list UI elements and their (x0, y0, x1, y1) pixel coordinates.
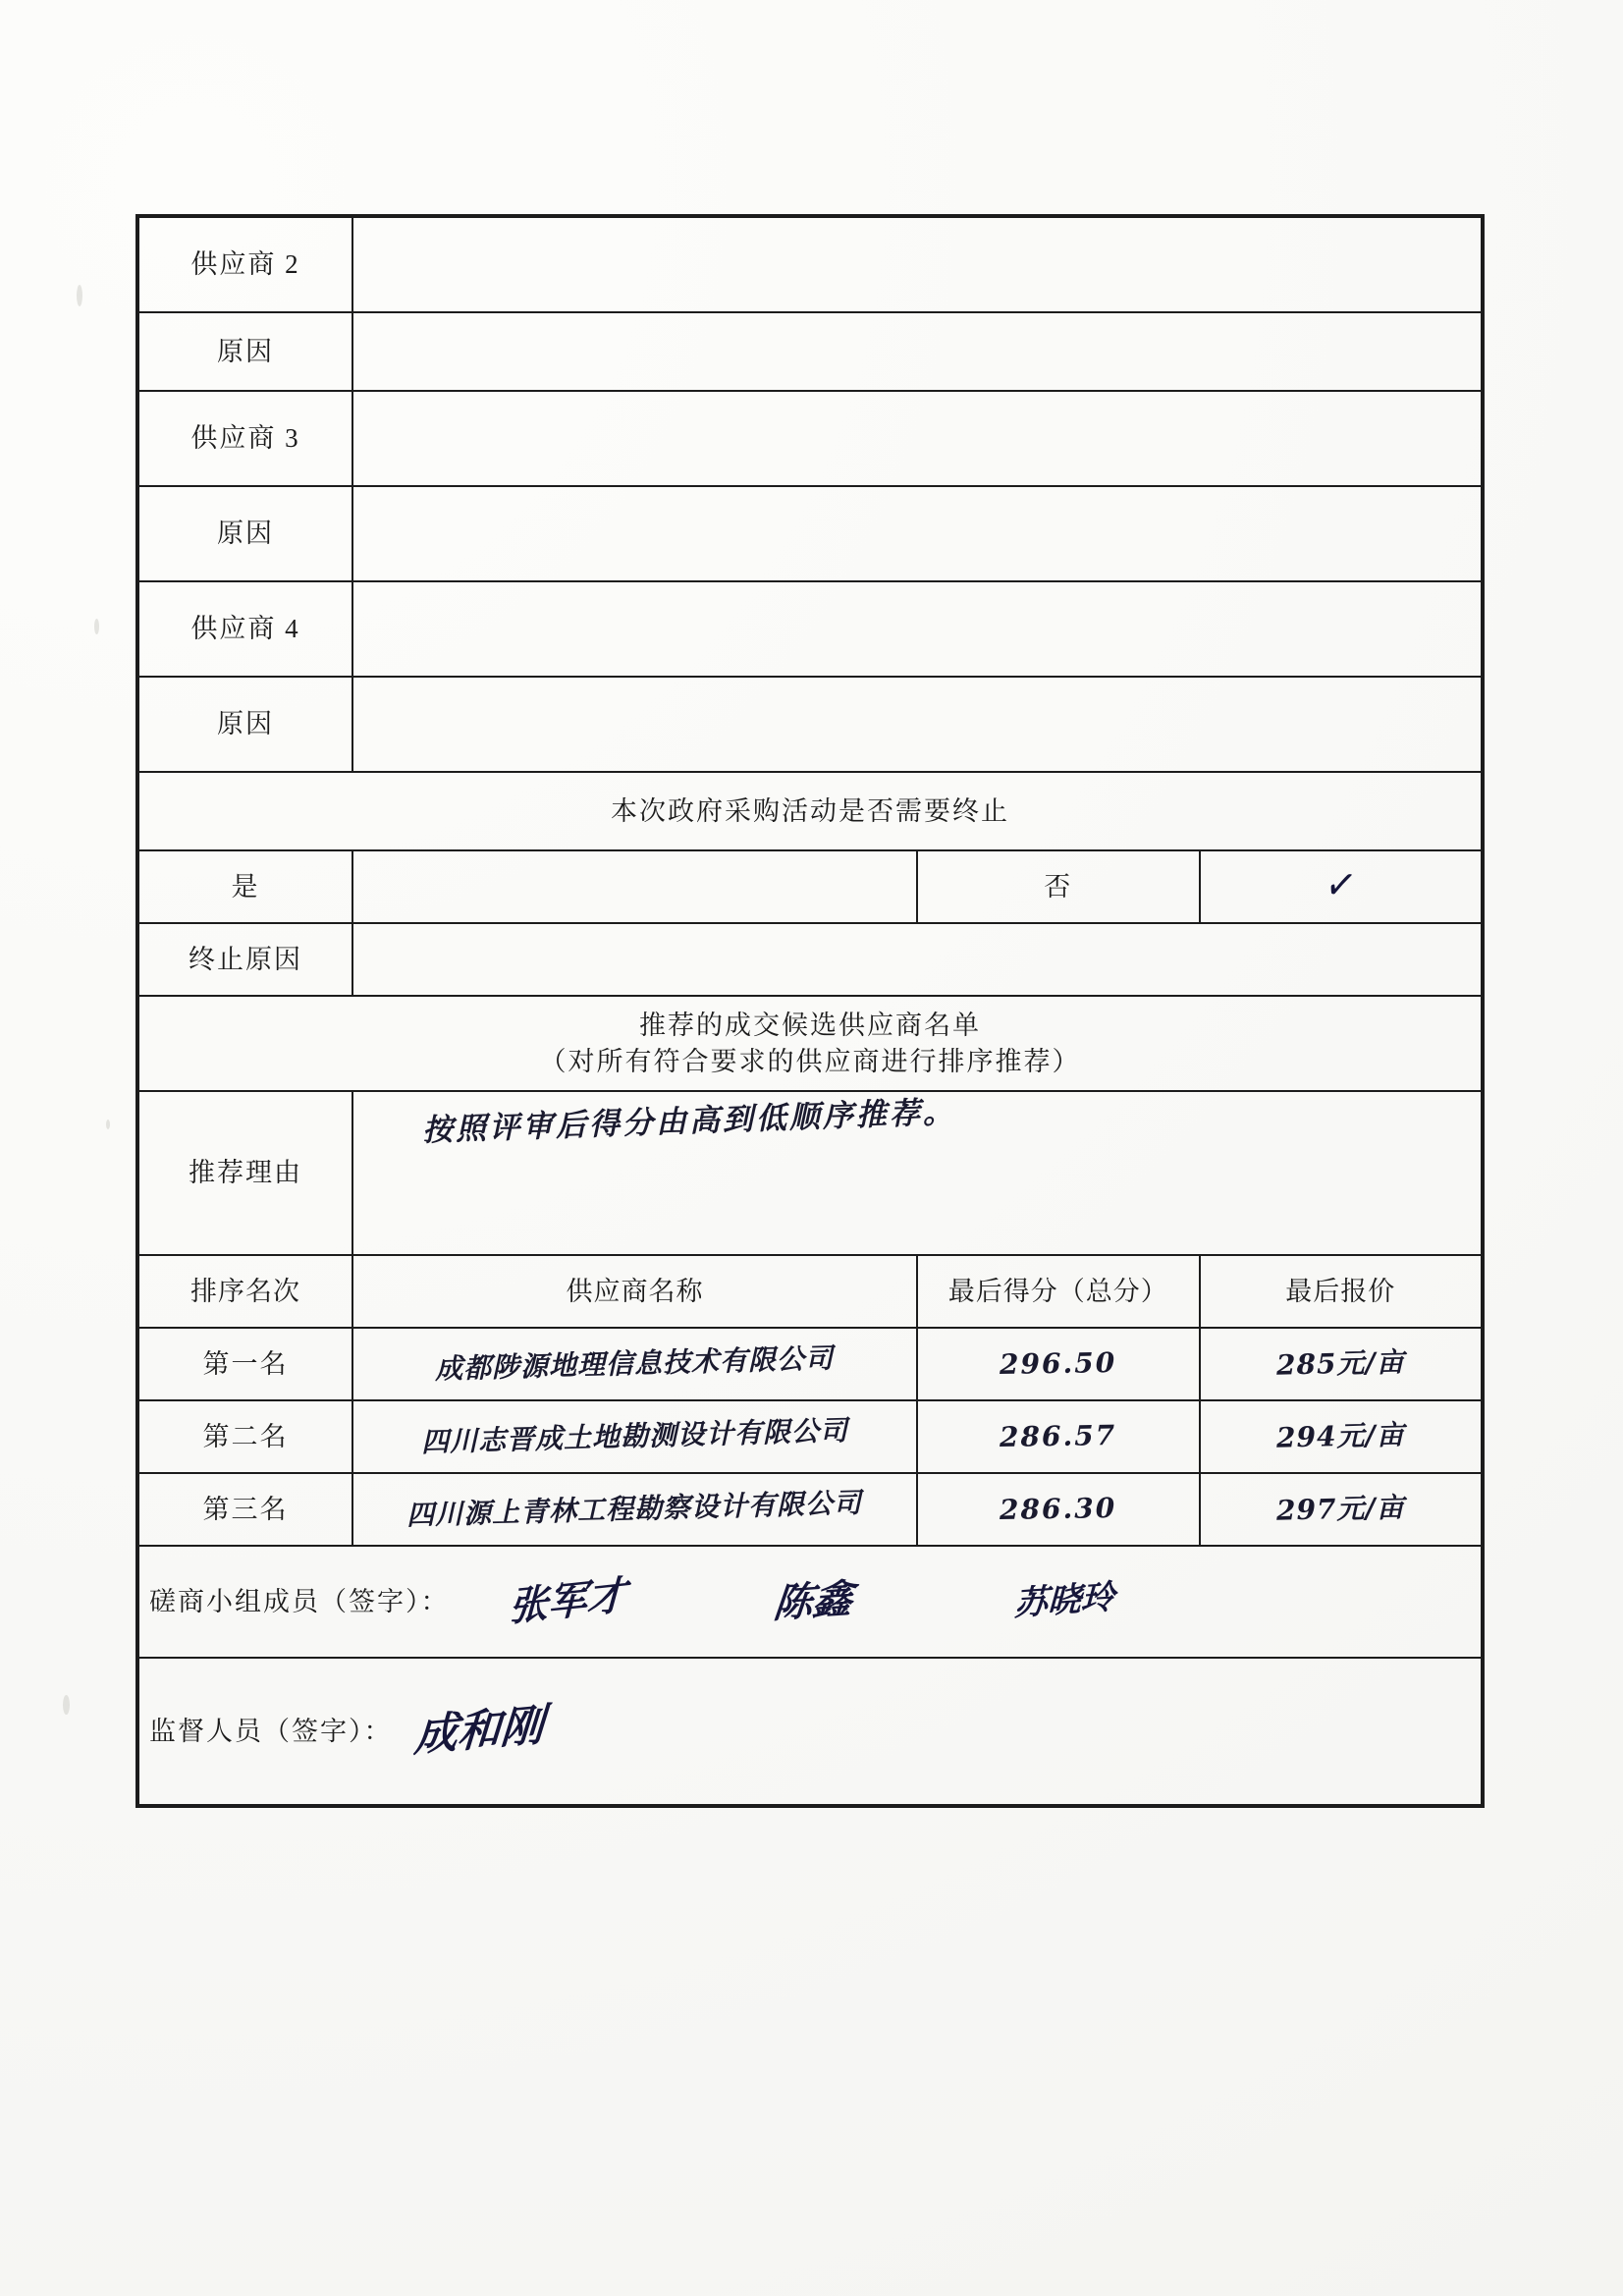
ranking-header-supplier: 供应商名称 (352, 1255, 917, 1328)
scan-speck (63, 1695, 70, 1715)
signature-supervisor: 成和刚 (411, 1700, 546, 1763)
recommendation-title-line1: 推荐的成交候选供应商名单 (639, 1011, 981, 1041)
group-signature-flow (149, 1547, 1471, 1657)
checkmark-icon: ✓ (1321, 857, 1361, 913)
recommendation-title-row (138, 996, 1482, 1091)
termination-yes-label: 是 (138, 850, 352, 923)
ranking-score-2-handwriting: 286.57 (999, 1419, 1117, 1454)
row-label-supplier-3: 供应商 3 (138, 391, 352, 486)
recommendation-reason-value[interactable] (352, 1091, 1482, 1255)
recommendation-title-line2: （对所有符合要求的供应商进行排序推荐） (539, 1046, 1081, 1076)
ranking-score-3[interactable] (917, 1473, 1200, 1546)
recommendation-reason-handwriting-area (363, 1092, 1471, 1254)
ranking-supplier-3-handwriting: 四川源上青林工程勘察设计有限公司 (406, 1486, 863, 1532)
termination-question: 本次政府采购活动是否需要终止 (138, 772, 1482, 850)
scan-speck (94, 619, 99, 634)
scan-speck (106, 1120, 110, 1129)
ranking-rank-2: 第二名 (138, 1400, 352, 1473)
table-row (138, 312, 1482, 391)
recommendation-reason-row (138, 1091, 1482, 1255)
group-signature-label: 磋商小组成员（签字）： (149, 1586, 450, 1616)
row-label-reason-4: 原因 (138, 677, 352, 772)
table-row (138, 217, 1482, 312)
row-value-supplier-3[interactable] (352, 391, 1482, 486)
form-table (137, 216, 1483, 1806)
ranking-supplier-1-handwriting: 成都陟源地理信息技术有限公司 (435, 1341, 835, 1386)
ranking-supplier-1[interactable] (352, 1328, 917, 1400)
ranking-price-1-handwriting: 285元/亩 (1275, 1345, 1405, 1382)
ranking-header-row (138, 1255, 1482, 1328)
ranking-score-3-handwriting: 286.30 (999, 1492, 1117, 1527)
table-row (138, 677, 1482, 772)
recommendation-reason-handwriting: 按照评审后得分由高到低顺序推荐。 (421, 1094, 957, 1149)
row-value-reason-3[interactable] (352, 486, 1482, 581)
supervisor-signature-label: 监督人员（签字）： (149, 1716, 393, 1746)
ranking-price-2-handwriting: 294元/亩 (1275, 1418, 1405, 1454)
row-value-supplier-2[interactable] (352, 217, 1482, 312)
row-value-supplier-4[interactable] (352, 581, 1482, 677)
signature-member-1: 张军才 (508, 1571, 627, 1631)
termination-question-row (138, 772, 1482, 850)
termination-no-label: 否 (917, 850, 1200, 923)
group-signature-row (138, 1546, 1482, 1658)
table-row (138, 1473, 1482, 1546)
ranking-supplier-3[interactable] (352, 1473, 917, 1546)
supervisor-signature-flow (149, 1659, 1471, 1804)
signature-member-3: 苏晓玲 (1012, 1577, 1115, 1624)
row-value-reason-4[interactable] (352, 677, 1482, 772)
ranking-score-1[interactable] (917, 1328, 1200, 1400)
ranking-supplier-2[interactable] (352, 1400, 917, 1473)
table-row (138, 581, 1482, 677)
row-label-supplier-2: 供应商 2 (138, 217, 352, 312)
ranking-rank-3: 第三名 (138, 1473, 352, 1546)
ranking-supplier-2-handwriting: 四川志晋成土地勘测设计有限公司 (420, 1414, 849, 1459)
ranking-rank-1: 第一名 (138, 1328, 352, 1400)
row-label-reason-2: 原因 (138, 312, 352, 391)
procurement-form (135, 214, 1485, 1808)
row-label-reason-3: 原因 (138, 486, 352, 581)
ranking-header-score: 最后得分（总分） (917, 1255, 1200, 1328)
recommendation-title (138, 996, 1482, 1091)
ranking-score-2[interactable] (917, 1400, 1200, 1473)
row-value-reason-2[interactable] (352, 312, 1482, 391)
table-row (138, 1328, 1482, 1400)
recommendation-reason-label: 推荐理由 (138, 1091, 352, 1255)
termination-no-value[interactable] (1200, 850, 1483, 923)
supervisor-signature-cell[interactable] (138, 1658, 1482, 1805)
scan-speck (77, 285, 82, 306)
ranking-header-price: 最后报价 (1200, 1255, 1483, 1328)
termination-yes-value[interactable] (352, 850, 917, 923)
ranking-price-3-handwriting: 297元/亩 (1275, 1491, 1405, 1527)
table-row (138, 486, 1482, 581)
table-row (138, 391, 1482, 486)
termination-reason-label: 终止原因 (138, 923, 352, 996)
supervisor-signature-row (138, 1658, 1482, 1805)
table-row (138, 923, 1482, 996)
ranking-price-1[interactable] (1200, 1328, 1483, 1400)
table-row (138, 1400, 1482, 1473)
ranking-header-rank: 排序名次 (138, 1255, 352, 1328)
ranking-score-1-handwriting: 296.50 (999, 1346, 1117, 1382)
group-signature-cell[interactable] (138, 1546, 1482, 1658)
ranking-price-3[interactable] (1200, 1473, 1483, 1546)
termination-reason-value[interactable] (352, 923, 1482, 996)
termination-answer-row (138, 850, 1482, 923)
signature-member-2: 陈鑫 (771, 1574, 854, 1628)
row-label-supplier-4: 供应商 4 (138, 581, 352, 677)
ranking-price-2[interactable] (1200, 1400, 1483, 1473)
